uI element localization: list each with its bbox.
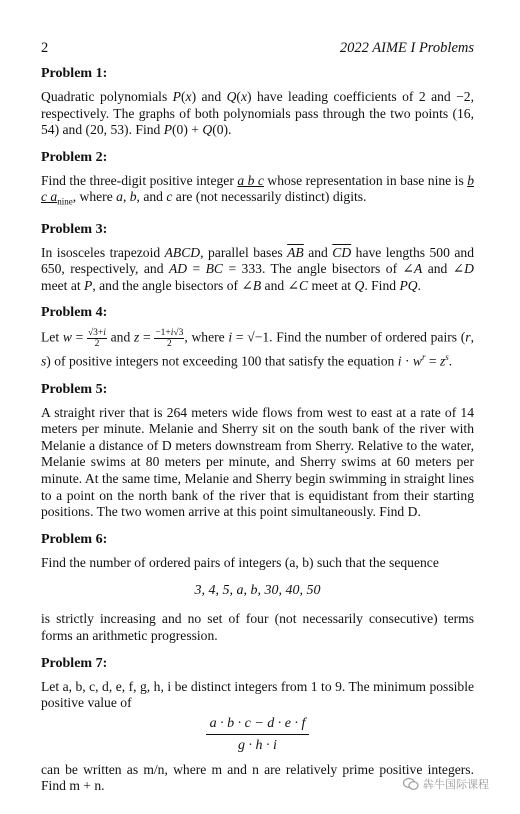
- problem-text: Let w = $\frac{√3+i}{2}$ and z = $\frac{-1+i√3}{2}$ , where i = √−1. Find the number of ordered pairs (r, s) of positive integers not exceeding 100 that satisfy the equation $i \cdot w^r = z^s$.: [41, 328, 474, 369]
- watermark: [403, 776, 489, 792]
- fraction-denominator: g · h · i: [238, 737, 277, 753]
- document-title: 2022 AIME I Problems: [339, 40, 474, 56]
- watermark-text: 犇牛国际课程: [423, 778, 489, 791]
- problem-title: Problem 4:: [41, 305, 108, 321]
- problem-1: [41, 66, 474, 139]
- problem-text: In isosceles trapezoid ABCD, parallel bases $\overline{AB}$ and $\overline{CD}$ have lengths 500 and 650, respectively, and AD = BC = 333. The angle bisectors of ∠A and ∠D meet at P, and the angle bisectors of ∠B and ∠C meet at Q. Find PQ.: [41, 244, 474, 293]
- problem-text: Quadratic polynomials P(x) and Q(x) have leading coefficients of 2 and −2, respectively. The graphs of both polynomials pass through the two points (16, 54) and (20, 53). Find P(0) + Q(0).: [41, 89, 474, 138]
- problem-5: [41, 382, 474, 521]
- problem-title: Problem 7:: [41, 655, 108, 671]
- problem-7: [41, 656, 474, 795]
- page-number: 2: [41, 40, 49, 56]
- problem-text: Let a, b, c, d, e, f, g, h, i be distinct integers from 1 to 9. The minimum possible positive value of: [41, 678, 474, 711]
- problem-text-continued: is strictly increasing and no set of four (not necessarily consecutive) terms forms an arithmetic progression.: [41, 611, 474, 643]
- problem-title: Problem 1:: [41, 66, 108, 81]
- fraction-numerator: a · b · c − d · e · f: [206, 716, 310, 735]
- problem-title: Problem 3:: [41, 221, 108, 237]
- problem-6: [41, 532, 474, 645]
- chat-bubble-icon: [403, 777, 419, 791]
- problem-4: [41, 305, 474, 370]
- fraction: [206, 716, 310, 754]
- fraction-display: [41, 716, 474, 754]
- problem-text: Find the three-digit positive integer a b c whose representation in base nine is b c $a_{nine}$, where a, b, and c are (not necessarily distinct) digits.: [41, 172, 475, 208]
- problem-text: A straight river that is 264 meters wide flows from west to east at a rate of 14 meters per minute. Melanie and Sherry sit on the south bank of the river with Melanie a distance of D meters downstream from Sherry. Relative to the water, Melanie swims at 80 meters per minute, and Sherry swims at 60 meters per minute. At the same time, Melanie and Sherry begin swimming in straight lines to a point on the north bank of the river that is equidistant from their starting positions. The two women arrive at this point simultaneously. Find D.: [41, 404, 474, 520]
- page-header: [41, 40, 474, 57]
- problem-2: [41, 150, 474, 211]
- sequence-display: 3, 4, 5, a, b, 30, 40, 50: [194, 583, 321, 599]
- problem-text: Find the number of ordered pairs of integers (a, b) such that the sequence: [41, 554, 439, 570]
- problems-list: [41, 66, 474, 806]
- problem-text-continued: can be written as m/n, where m and n are relatively prime positive integers. Find m + n.: [41, 761, 474, 794]
- problem-3: [41, 222, 474, 295]
- problem-title: Problem 5:: [41, 381, 108, 397]
- problem-title: Problem 6:: [41, 531, 108, 547]
- problem-title: Problem 2:: [41, 149, 108, 165]
